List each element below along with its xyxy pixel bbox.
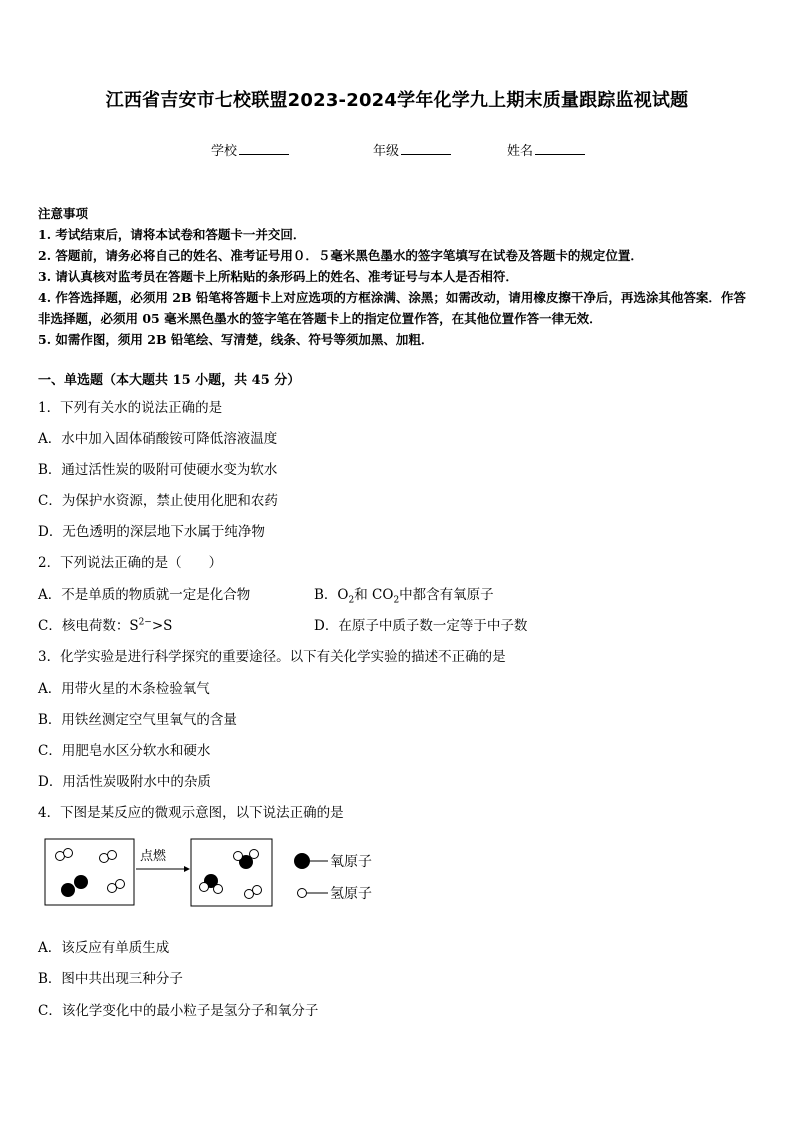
question-4-option-a: A．该反应有单质生成	[38, 940, 170, 956]
hydrogen-atom	[108, 851, 117, 860]
option-c-text: C．核电荷数：S	[38, 618, 139, 634]
school-label: 学校	[211, 144, 238, 159]
notes-item: 1. 考试结束后，请将本试卷和答题卡一并交回．	[38, 227, 306, 242]
notes-block	[38, 203, 758, 350]
name-label: 姓名	[507, 144, 534, 159]
option-b-text: 中都含有氧原子	[399, 587, 494, 603]
name-blank	[535, 142, 585, 155]
notes-item: 2. 答题前，请务必将自己的姓名、准考证号用０．５毫米黑色墨水的签字笔填写在试卷及答题卡的规定位置．	[38, 248, 643, 263]
school-blank	[239, 142, 289, 155]
grade-label: 年级	[373, 144, 400, 159]
hydrogen-atom	[253, 886, 262, 895]
option-b-text: B．O	[314, 587, 349, 603]
notes-item: 4. 作答选择题，必须用 2B 铅笔将答题卡上对应选项的方框涂满、涂黑；如需改动，请用橡皮擦干净后，再选涂其他答案．作答非选择题，必须用 05 毫米黑色墨水的签字笔在答题卡上的指定位置作答，在其他位置作答一律无效．	[38, 290, 746, 326]
legend-hydrogen-label: 氢原子	[330, 886, 372, 902]
question-4-option-c: C．该化学变化中的最小粒子是氢分子和氧分子	[38, 1003, 319, 1019]
legend-oxygen-label: 氧原子	[330, 854, 372, 870]
question-1-option-d: D．无色透明的深层地下水属于纯净物	[38, 524, 265, 540]
question-2-option-c	[38, 614, 172, 634]
hydrogen-atom	[64, 849, 73, 858]
notes-item: 5. 如需作图，须用 2B 铅笔绘、写清楚，线条、符号等须加黑、加粗．	[38, 332, 434, 347]
question-2-stem: 2．下列说法正确的是（ ）	[38, 555, 223, 571]
question-3-option-d: D．用活性炭吸附水中的杂质	[38, 774, 211, 790]
hydrogen-atom	[214, 885, 223, 894]
grade-blank	[401, 142, 451, 155]
notes-item: 3. 请认真核对监考员在答题卡上所粘贴的条形码上的姓名、准考证号与本人是否相符．	[38, 269, 518, 284]
school-field	[211, 140, 289, 159]
option-c-text: >S	[151, 618, 173, 634]
reaction-condition-label: 点燃	[140, 849, 167, 864]
reaction-diagram	[38, 830, 438, 915]
hydrogen-atom	[234, 852, 243, 861]
question-2-option-d: D．在原子中质子数一定等于中子数	[314, 618, 528, 634]
notes-heading: 注意事项	[38, 206, 89, 221]
hydrogen-atom	[116, 880, 125, 889]
product-box	[191, 839, 272, 906]
section-heading: 一、单选题（本大题共 15 小题，共 45 分）	[38, 373, 301, 388]
reactant-box	[45, 839, 134, 905]
oxygen-atom	[61, 883, 75, 897]
question-3-stem: 3．化学实验是进行科学探究的重要途径。以下有关化学实验的描述不正确的是	[38, 649, 506, 665]
question-1-option-b: B．通过活性炭的吸附可使硬水变为软水	[38, 462, 278, 478]
question-3-option-c: C．用肥皂水区分软水和硬水	[38, 743, 211, 759]
option-b-text: 和 CO	[354, 587, 394, 603]
page-title: 江西省吉安市七校联盟2023-2024学年化学九上期末质量跟踪监视试题	[105, 90, 689, 111]
reaction-arrow-head	[184, 866, 190, 872]
superscript: 2−	[138, 617, 152, 628]
hydrogen-atom	[250, 850, 259, 859]
grade-field	[373, 140, 451, 159]
question-3-option-b: B．用铁丝测定空气里氧气的含量	[38, 712, 237, 728]
question-2-option-a: A．不是单质的物质就一定是化合物	[38, 587, 251, 603]
question-1-stem: 1．下列有关水的说法正确的是	[38, 400, 223, 416]
question-4-option-b: B．图中共出现三种分子	[38, 971, 183, 987]
hydrogen-atom	[200, 883, 209, 892]
subscript: 2	[393, 595, 400, 606]
question-3-option-a: A．用带火星的木条检验氧气	[38, 681, 210, 697]
legend-hydrogen-icon	[298, 889, 307, 898]
oxygen-atom	[74, 875, 88, 889]
legend-oxygen-icon	[294, 853, 310, 869]
question-4-stem: 4．下图是某反应的微观示意图，以下说法正确的是	[38, 805, 344, 821]
question-1-option-a: A．水中加入固体硝酸铵可降低溶液温度	[38, 431, 278, 447]
question-2-option-b	[314, 583, 494, 606]
subscript: 2	[348, 595, 355, 606]
name-field	[507, 140, 585, 159]
question-1-option-c: C．为保护水资源，禁止使用化肥和农药	[38, 493, 278, 509]
